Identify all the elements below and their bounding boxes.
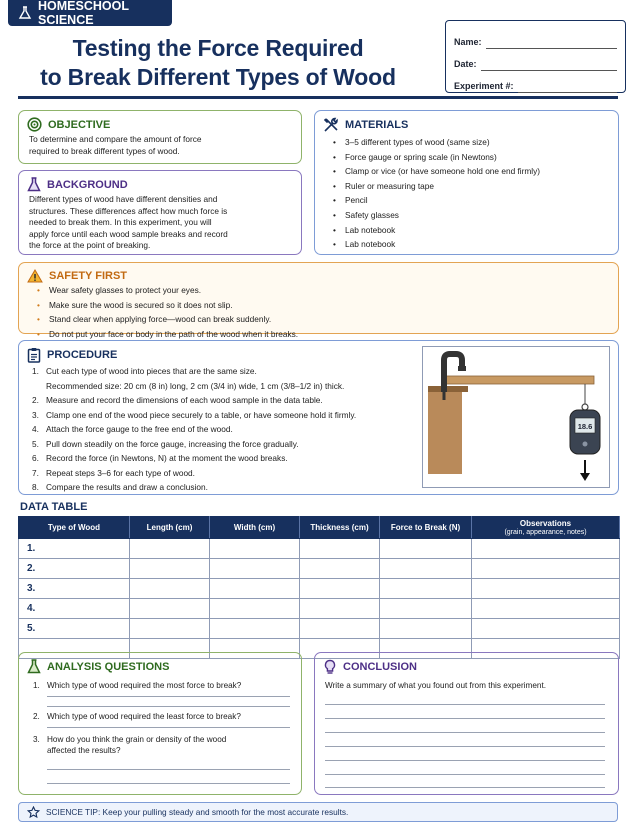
answer-line[interactable]	[47, 706, 290, 707]
procedure-step: 4. Attach the force gauge to the free end of the wood.	[32, 424, 233, 434]
date-field[interactable]	[481, 59, 617, 71]
answer-line[interactable]	[325, 787, 605, 788]
safety-item: • Make sure the wood is secured so it does not slip.	[33, 298, 298, 313]
data-table	[18, 516, 620, 659]
answer-line[interactable]	[47, 696, 290, 697]
answer-line[interactable]	[47, 727, 290, 728]
homeschool-science-badge	[8, 0, 172, 26]
materials-item: • Clamp or vice (or have someone hold one end firmly)	[329, 164, 540, 179]
background-text: needed to break them. In this experiment, you will	[29, 217, 212, 228]
materials-item: • Pencil	[329, 193, 540, 208]
warning-icon	[27, 269, 43, 283]
procedure-step: 6. Record the force (in Newtons, N) at the moment the wood breaks.	[32, 453, 288, 463]
column-header: Observations (grain, appearance, notes)	[472, 517, 620, 539]
safety-item: • Stand clear when applying force—wood can break suddenly.	[33, 312, 298, 327]
materials-item: • 3–5 different types of wood (same size)	[329, 135, 540, 150]
column-header: Width (cm)	[210, 517, 300, 539]
objective-card	[18, 110, 302, 164]
answer-line[interactable]	[47, 769, 290, 770]
procedure-step: 1. Cut each type of wood into pieces that are the same size.	[32, 366, 257, 376]
answer-line[interactable]	[47, 783, 290, 784]
background-text: apply force until each wood sample breaks and record	[29, 228, 228, 239]
materials-item: • Lab notebook	[329, 237, 540, 252]
column-header: Length (cm)	[130, 517, 210, 539]
analysis-heading: ANALYSIS QUESTIONS	[47, 660, 170, 673]
gauge-reading: 18.6	[577, 422, 593, 431]
question-text: Which type of wood required the most force to break?	[47, 681, 242, 690]
safety-item: • Do not put your face or body in the path of the wood when it breaks.	[33, 327, 298, 342]
column-header: Thickness (cm)	[300, 517, 380, 539]
clipboard-icon	[27, 347, 41, 363]
answer-line[interactable]	[325, 718, 605, 719]
lightbulb-icon	[323, 659, 337, 675]
background-heading: BACKGROUND	[47, 178, 128, 191]
table-row: 1.	[19, 539, 620, 559]
answer-line[interactable]	[325, 704, 605, 705]
page-title: Testing the Force Required to Break Different Types of Wood	[40, 35, 396, 90]
experiment-field[interactable]	[518, 81, 617, 93]
objective-text: To determine and compare the amount of force	[29, 134, 202, 144]
question-text: affected the results?	[47, 746, 121, 755]
table-header-row	[19, 517, 620, 539]
name-label: Name:	[454, 37, 482, 47]
procedure-step: Recommended size: 20 cm (8 in) long, 2 cm (3/4 in) wide, 1 cm (3/8–1/2 in) thick.	[46, 380, 345, 391]
question-number: 3.	[33, 735, 40, 744]
conclusion-card	[314, 652, 619, 795]
column-header: Type of Wood	[19, 517, 130, 539]
safety-item: • Wear safety glasses to protect your eyes.	[33, 283, 298, 298]
wood-plank	[446, 376, 594, 384]
answer-line[interactable]	[325, 774, 605, 775]
materials-item: • Lab notebook	[329, 223, 540, 238]
table-row: 2.	[19, 559, 620, 579]
question-number: 1.	[33, 681, 40, 690]
star-icon	[27, 806, 40, 819]
procedure-step: 3. Clamp one end of the wood piece securely to a table, or have someone hold it firmly.	[32, 409, 357, 420]
column-header: Force to Break (N)	[380, 517, 472, 539]
table-row: 3.	[19, 579, 620, 599]
answer-line[interactable]	[325, 760, 605, 761]
materials-heading: MATERIALS	[345, 119, 409, 131]
flask-icon	[27, 177, 41, 192]
procedure-heading: PROCEDURE	[47, 349, 118, 361]
science-tip-bar	[18, 802, 618, 822]
experiment-label: Experiment #:	[454, 81, 514, 91]
target-icon	[27, 117, 42, 132]
procedure-step: 8. Compare the results and draw a conclusion.	[32, 482, 208, 492]
objective-text: required to break different types of wood.	[29, 145, 180, 156]
procedure-card	[18, 340, 619, 495]
data-table-heading: DATA TABLE	[20, 501, 88, 513]
procedure-step: 2. Measure and record the dimensions of each wood sample in the data table.	[32, 395, 323, 405]
background-text: Different types of wood have different densities and	[29, 194, 218, 204]
materials-item: • Safety glasses	[329, 208, 540, 223]
question-text: Which type of wood required the least force to break?	[47, 712, 241, 721]
safety-card	[18, 262, 619, 339]
procedure-step: 5. Pull down steadily on the force gauge, increasing the force gradually.	[32, 438, 299, 449]
procedure-step: 7. Repeat steps 3–6 for each type of wood.	[32, 467, 195, 478]
flask-icon	[18, 6, 32, 20]
objective-heading: OBJECTIVE	[48, 118, 111, 131]
flask-icon	[27, 659, 41, 674]
background-card	[18, 170, 302, 255]
student-info-box	[445, 20, 626, 93]
badge-label: HOMESCHOOL SCIENCE	[38, 0, 129, 27]
background-text: the force at the point of breaking.	[29, 240, 151, 251]
science-tip-text: SCIENCE TIP: Keep your pulling steady and smooth for the most accurate results.	[46, 807, 349, 817]
question-text: How do you think the grain or density of the wood	[47, 735, 227, 744]
background-text: structures. These differences affect how much force is	[29, 205, 228, 216]
experiment-illustration	[422, 346, 610, 488]
table-row: 5.	[19, 619, 620, 639]
name-field[interactable]	[486, 37, 617, 49]
header-divider	[18, 96, 618, 99]
materials-card	[314, 110, 619, 255]
tools-icon	[323, 117, 339, 133]
materials-item: • Ruler or measuring tape	[329, 179, 540, 194]
conclusion-prompt: Write a summary of what you found out from this experiment.	[325, 681, 547, 690]
answer-line[interactable]	[325, 732, 605, 733]
question-number: 2.	[33, 712, 40, 721]
analysis-card	[18, 652, 302, 795]
date-label: Date:	[454, 59, 477, 69]
safety-heading: SAFETY FIRST	[49, 270, 128, 282]
table-illustration	[428, 390, 462, 474]
answer-line[interactable]	[325, 746, 605, 747]
conclusion-heading: CONCLUSION	[343, 661, 417, 673]
table-row: 4.	[19, 599, 620, 619]
materials-item: • Force gauge or spring scale (in Newtons)	[329, 150, 540, 165]
